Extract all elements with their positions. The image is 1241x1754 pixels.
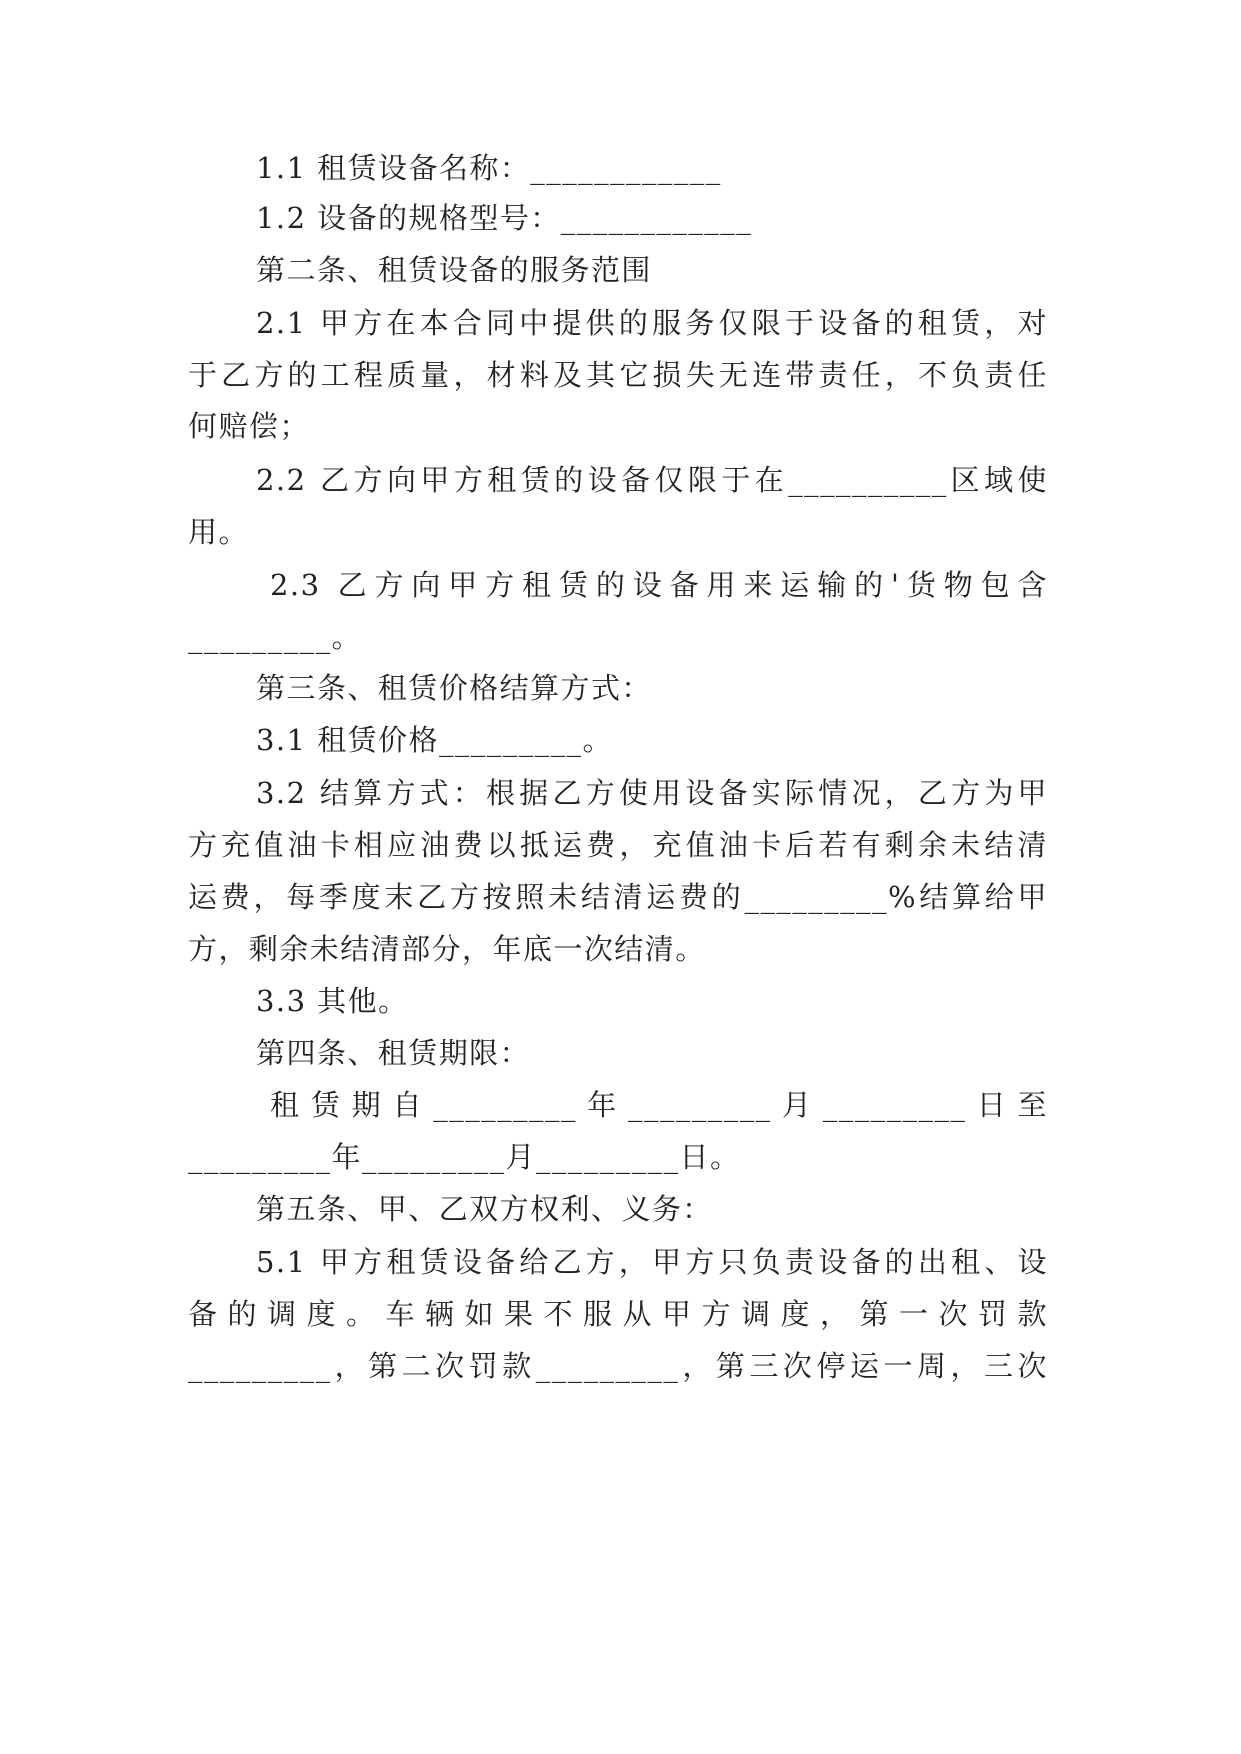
clause-5-1-line-1: 5.1 甲方租赁设备给乙方，甲方只负责设备的出租、设 xyxy=(256,1245,1048,1279)
clause-3-3: 3.3 其他。 xyxy=(256,984,409,1018)
clause-1-1: 1.1 租赁设备名称：____________ xyxy=(256,151,722,185)
clause-3-2-line-2: 方充值油卡相应油费以抵运费，充值油卡后若有剩余未结清 xyxy=(188,828,1048,862)
article-5-heading: 第五条、甲、乙双方权利、义务： xyxy=(256,1192,713,1226)
clause-3-2-line-4: 方，剩余未结清部分，年底一次结清。 xyxy=(188,932,706,966)
clause-5-1-line-3: _________，第二次罚款_________，第三次停运一周，三次 xyxy=(188,1349,1048,1383)
clause-2-1-line-2: 于乙方的工程质量，材料及其它损失无连带责任，不负责任 xyxy=(188,358,1048,392)
clause-1-2: 1.2 设备的规格型号：____________ xyxy=(256,201,753,235)
clause-2-3-line-2: _________。 xyxy=(188,620,363,654)
clause-2-2-line-1: 2.2 乙方向甲方租赁的设备仅限于在__________区域使 xyxy=(256,463,1048,497)
article-4-heading: 第四条、租赁期限： xyxy=(256,1036,531,1070)
clause-2-2-line-2: 用。 xyxy=(188,515,249,549)
clause-2-1-line-1: 2.1 甲方在本合同中提供的服务仅限于设备的租赁，对 xyxy=(256,306,1048,340)
lease-period-line-2: _________年_________月_________日。 xyxy=(188,1140,741,1174)
clause-3-1: 3.1 租赁价格_________。 xyxy=(256,723,613,757)
clause-2-1-line-3: 何赔偿； xyxy=(188,409,310,443)
article-2-heading: 第二条、租赁设备的服务范围 xyxy=(256,253,652,287)
clause-2-3-line-1: 2.3 乙方向甲方租赁的设备用来运输的'货物包含 xyxy=(270,568,1048,602)
lease-period-line-1: 租赁期自_________年_________月_________日至 xyxy=(270,1088,1048,1122)
clause-3-2-line-3: 运费，每季度末乙方按照未结清运费的_________%结算给甲 xyxy=(188,880,1048,914)
clause-3-2-line-1: 3.2 结算方式：根据乙方使用设备实际情况，乙方为甲 xyxy=(256,776,1048,810)
clause-5-1-line-2: 备的调度。车辆如果不服从甲方调度，第一次罚款 xyxy=(188,1297,1048,1331)
article-3-heading: 第三条、租赁价格结算方式： xyxy=(256,671,652,705)
